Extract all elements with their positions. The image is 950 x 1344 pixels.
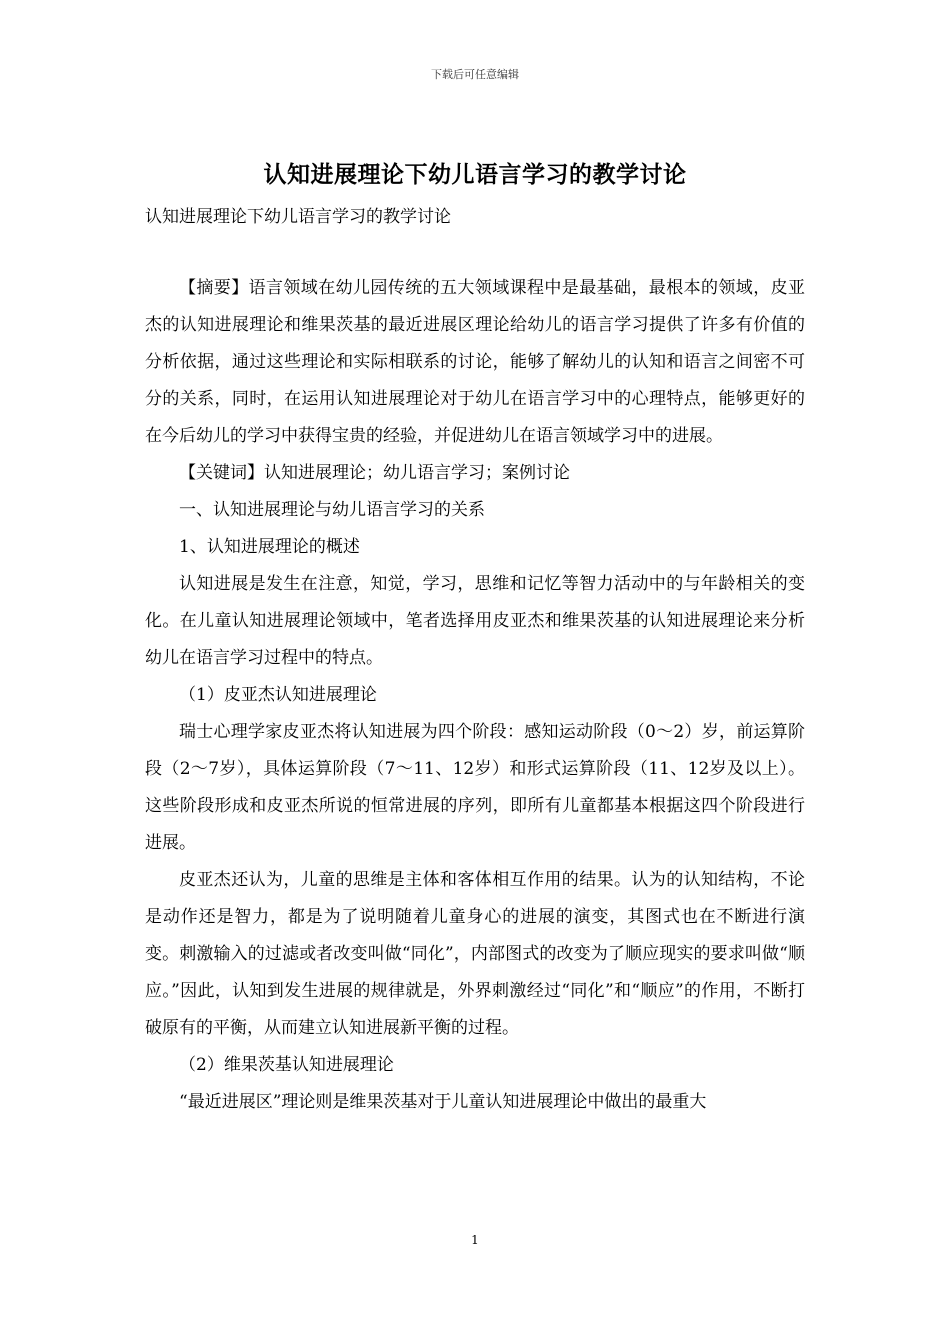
- body-paragraph: 瑞士心理学家皮亚杰将认知进展为四个阶段：感知运动阶段（0～2）岁，前运算阶段（2～7岁），具体运算阶段（7～11、12岁）和形式运算阶段（11、12岁及以上）。这些阶段形成和皮亚杰所说的恒常进展的序列，即所有儿童都基本根据这四个阶段进行进展。: [145, 722, 805, 853]
- body-paragraph: “最近进展区”理论则是维果茨基对于儿童认知进展理论中做出的最重大: [179, 1092, 707, 1112]
- keywords-paragraph: 【关键词】认知进展理论；幼儿语言学习；案例讨论: [179, 463, 570, 483]
- section-heading: 一、认知进展理论与幼儿语言学习的关系: [179, 500, 485, 520]
- body-paragraph: 认知进展是发生在注意，知觉，学习，思维和记忆等智力活动中的与年龄相关的变化。在儿童认知进展理论领域中，笔者选择用皮亚杰和维果茨基的认知进展理论来分析幼儿在语言学习过程中的特点。: [145, 574, 805, 668]
- document-subtitle: 认知进展理论下幼儿语言学习的教学讨论: [145, 207, 451, 227]
- header-note: 下载后可任意编辑: [431, 68, 519, 81]
- page-number: 1: [471, 1233, 479, 1247]
- document-title: 认知进展理论下幼儿语言学习的教学讨论: [263, 161, 687, 188]
- body-paragraph: 皮亚杰还认为，儿童的思维是主体和客体相互作用的结果。认为的认知结构，不论是动作还是智力，都是为了说明随着儿童身心的进展的演变，其图式也在不断进行演变。刺激输入的过滤或者改变叫做“同化”，内部图式的改变为了顺应现实的要求叫做“顺应。”因此，认知到发生进展的规律就是，外界刺激经过“同化”和“顺应”的作用，不断打破原有的平衡，从而建立认知进展新平衡的过程。: [145, 870, 805, 1038]
- subsection-heading: （2）维果茨基认知进展理论: [179, 1055, 394, 1075]
- subsection-heading: 1、认知进展理论的概述: [179, 537, 360, 557]
- abstract-paragraph: 【摘要】语言领域在幼儿园传统的五大领域课程中是最基础，最根本的领域，皮亚杰的认知进展理论和维果茨基的最近进展区理论给幼儿的语言学习提供了许多有价值的分析依据，通过这些理论和实际相联系的讨论，能够了解幼儿的认知和语言之间密不可分的关系，同时，在运用认知进展理论对于幼儿在语言学习中的心理特点，能够更好的在今后幼儿的学习中获得宝贵的经验，并促进幼儿在语言领域学习中的进展。: [145, 278, 805, 446]
- document-body: [145, 270, 805, 1121]
- subsection-heading: （1）皮亚杰认知进展理论: [179, 685, 377, 705]
